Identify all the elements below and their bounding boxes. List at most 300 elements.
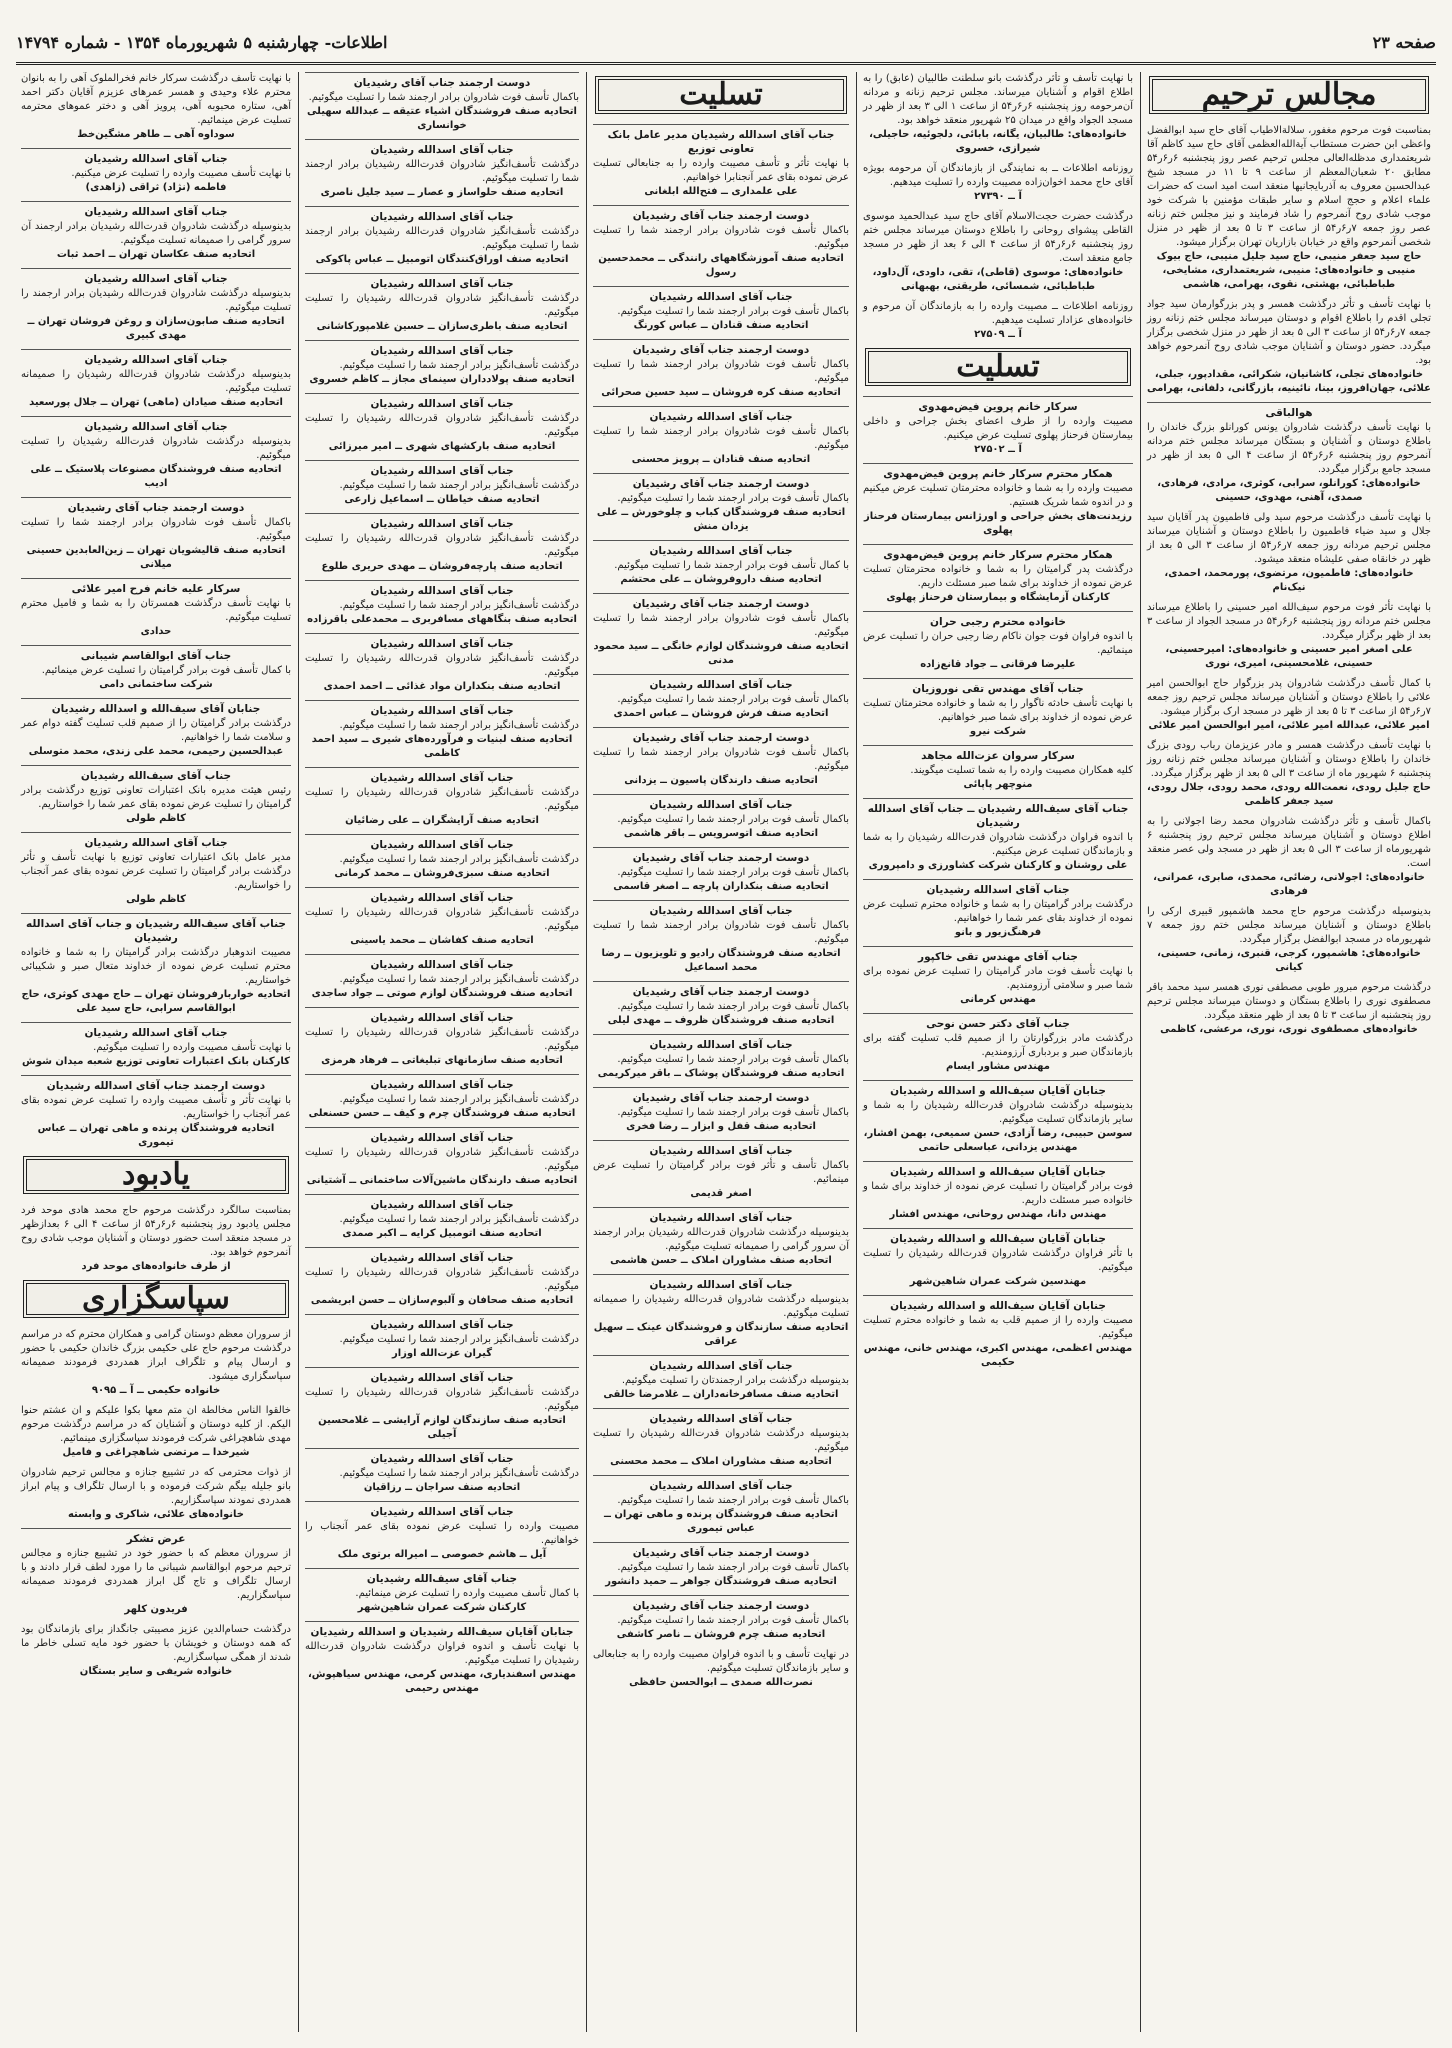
notice-signature: کارکنان آزمایشگاه و بیمارستان فرحناز پهلوی xyxy=(886,592,1110,603)
notice-title: جناب آقای اسدالله رشیدیان xyxy=(593,1207,849,1225)
notice-title: جناب آقای اسدالله رشیدیان xyxy=(305,1194,579,1212)
notice-title: جناب آقای اسدالله رشیدیان xyxy=(305,1501,579,1519)
notice-signature: خانواده‌های: فاطمیون، مرتضوی، پورمحمد، احمدی، نیک‌نام xyxy=(1164,568,1414,593)
notice-title: هوالباقی xyxy=(1147,402,1431,420)
notice-body: با نهایت تأثر فوت مرحوم سیف‌الله امیر حسینی را باطلاع میرساند مجلس ختم مردانه روز پنجشنبه ۶ر۶ر۵۴ در مسجد الجواد از ساعت ۳ بعد از ظهر برگزار میگردد. xyxy=(1147,602,1431,641)
notice-signature: اتحادیه صنف مسافرخانه‌داران ــ غلامرضا خالقی xyxy=(603,1389,839,1400)
notice-signature: اتحادیه فروشندگان پرنده و ماهی تهران ــ عباس تیموری xyxy=(37,1123,275,1148)
notice-title: جناب آقای اسدالله رشیدیان xyxy=(593,1140,849,1158)
notice-signature: اتحادیه صنف فروشندگان پوشاک ــ باقر میرکریمی xyxy=(597,1068,845,1079)
notice-entry xyxy=(593,124,849,199)
notice-entry xyxy=(21,72,291,142)
notice-body: در نهایت تأسف و با اندوه فراوان مصیبت وارده را به جنابعالی و سایر بازماندگان تسلیت میگوئیم. xyxy=(593,1649,849,1674)
notice-signature: اتحادیه صنف اوراق‌کنندگان اتومبیل ــ عباس پاکوکی xyxy=(315,254,569,265)
column-condolences-c xyxy=(300,72,584,2032)
notice-signature: اتحادیه صنف فروشندگان لوازم خانگی ــ سید محمود مدنی xyxy=(593,641,849,666)
notice-signature: خانواده‌های: هاشمپور، کرجی، قنبری، زمانی، حسینی، کیانی xyxy=(1157,948,1421,973)
section-banner: یادبود xyxy=(23,1156,289,1194)
notice-entry xyxy=(863,1080,1133,1155)
notice-entry xyxy=(863,544,1133,605)
notice-title: جناب آقای اسدالله رشیدیان xyxy=(593,540,849,558)
notice-body: مصیبت اندوهبار درگذشت برادر گرامیتان را به شما و خانواده محترم تسلیت عرض نموده از خداوند متعال صبر و شکیبائی خواستاریم. xyxy=(21,947,291,986)
notice-signature: اتحادیه صنف فروشندگان لوازم صوتی ــ جواد ساجدی xyxy=(311,988,573,999)
notice-body: باکمال تأسف فوت شادروان برادر ارجمند شما را تسلیت میگوئیم. xyxy=(593,426,849,451)
notice-body: با نهایت تأسف مصیبت وارده را تسلیت میگوئیم. xyxy=(93,1042,291,1053)
notice-title: سرکار سروان عزت‌الله مجاهد xyxy=(863,745,1133,763)
notice-title: جناب آقای اسدالله رشیدیان xyxy=(305,700,579,718)
notice-body: با نهایت تأسف درگذشت شادروان یونس کورانلو بزرگ خاندان را باطلاع دوستان و آشنایان و بستگان میرساند مجلس ختم مردانه آنمرحوم روز پنجشنبه ۶ر۶ر۵۴ از ساعت ۴ الی ۵ بعد از ظهر در مسجد جامع برگزار میگردد. xyxy=(1147,422,1431,475)
notice-title: جناب آقای اسدالله رشیدیان xyxy=(305,580,579,598)
notice-title: عرض تشکر xyxy=(21,1528,291,1546)
notice-title: جناب آقای اسدالله رشیدیان مدیر عامل بانک تعاونی توزیع xyxy=(593,124,849,156)
notice-body: بدینوسیله درگذشت شادروان قدرت‌الله رشیدیان را صمیمانه تسلیت میگوئیم. xyxy=(21,369,291,394)
notice-body: باکمال تأسف فوت برادر ارجمند شما را تسلیت میگوئیم. xyxy=(617,694,849,705)
notice-signature: اتحادیه صنف فروشندگان مصنوعات پلاستیک ــ علی ادیب xyxy=(30,464,282,489)
section-banner: سپاسگزاری xyxy=(23,1280,289,1318)
notice-body: خالقوا الناس مخالطة ان متم معها بکوا علیکم و ان عشتم حنوا الیکم. از کلیه دوستان و آشنایان که در مراسم درگذشت مرحوم مهدی شاهچراغی شرکت فرمودند سپاسگزاری مینمائیم. xyxy=(21,1405,291,1444)
notice-entry xyxy=(305,72,579,133)
notice-signature: مهندس مشاور ایسام xyxy=(946,1061,1050,1072)
notice-body: بدینوسیله درگذشت شادروان قدرت‌الله رشیدیان برادر ارجمند آن سرور گرامی را صمیمانه تسلیت میگوئیم. xyxy=(21,221,291,246)
notice-signature: اتحادیه صنف سراجان ــ رزاقیان xyxy=(363,1482,521,1493)
notice-entry xyxy=(863,745,1133,792)
notice-signature: کاظم طولی xyxy=(126,813,186,824)
notice-body: با نهایت تأثر و تأسف مصیبت وارده را تسلیت عرض نموده بقای عمر آنجناب را خواستاریم. xyxy=(21,1095,291,1120)
notice-signature: اتحادیه صنف فروشندگان ظروف ــ مهدی لیلی xyxy=(607,1015,835,1026)
notice-signature: اتحادیه صنف مشاوران املاک ــ محمد محسنی xyxy=(610,1456,832,1467)
notice-title: جناب آقای سیف‌الله رشیدیان ــ جناب آقای اسدالله رشیدیان xyxy=(863,798,1133,830)
notice-body: درگذشت تأسف‌انگیز برادر ارجمند شما را تسلیت میگوئیم. xyxy=(339,974,579,985)
notice-signature: مهندسین شرکت عمران شاهین‌شهر xyxy=(909,1276,1087,1287)
notice-title: جناب آقای مهندس تقی خاکپور xyxy=(863,946,1133,964)
notice-body: باکمال تأسف فوت برادر ارجمند شما را تسلیت میگوئیم. xyxy=(617,867,849,878)
notice-title: دوست ارجمند جناب آقای اسدالله رشیدیان xyxy=(21,1075,291,1093)
notice-entry xyxy=(21,201,291,262)
notice-entry xyxy=(21,765,291,826)
notice-entry xyxy=(863,300,1133,342)
column-divider xyxy=(856,72,857,2032)
notice-signature: خانواده‌های علائی، شاکری و وابسته xyxy=(67,1509,245,1520)
notice-entry xyxy=(863,1161,1133,1222)
notice-body: بمناسبت فوت مرحوم مغفور، سلالةالاطیاب آقای حاج سید ابوالفضل واعظی ابن حضرت مستطاب آیةالله‌العظمی آقای حاج سید کاظم آقا شریعتمداری مدظله‌العالی مجلس ترحیم عصر روز پنجشنبه ۶ر۶ر۵۴ مطابق ۲۰ شعبان‌المعظم از ساعت ۹ تا ۱۱ در مسجد شیخ عبدالحسین معروف به آذربایجانیها منعقد است امید است که حضرات علماء اعلام و حجج اسلام و سایر طبقات مؤمنین با شرکت خود موجب شادی روح آنمرحوم را شاد فرمایند و نیز مجلس ختم زنانه عصر روز جمعه ۷ر۶ر۵۴ از ساعت ۳ تا ۵ بعد از ظهر در منزل شخصی آنمرحوم واقع در خیابان بازاریان تهران برگزار میشود. xyxy=(1147,125,1432,248)
notice-entry xyxy=(593,1648,849,1690)
notice-entry xyxy=(305,1314,579,1361)
notice-title: جنابان آقایان سیف‌الله و اسدالله رشیدیان xyxy=(863,1161,1133,1179)
notice-body: باکمال تأسف فوت شادروان برادر ارجمند شما را تسلیت میگوئیم. xyxy=(21,517,291,542)
notice-signature: شرکت ساختمانی دامی xyxy=(99,679,213,690)
notice-body: باکمال تأسف فوت برادر ارجمند شما را تسلیت میگوئیم. xyxy=(617,1054,849,1065)
notice-entry xyxy=(305,1127,579,1188)
notice-entry xyxy=(21,416,291,491)
notice-title: جناب آقای مهندس تقی نوروزیان xyxy=(863,678,1133,696)
notice-signature: اتحادیه صنف لبنیات و فرآورده‌های شیری ــ سید احمد کاظمی xyxy=(311,734,573,759)
notice-title: جناب آقای اسدالله رشیدیان xyxy=(305,887,579,905)
notice-signature: اتحادیه صنف فروشندگان کباب و چلوخورش ــ علی یزدان منش xyxy=(596,507,846,532)
notice-signature: اتحادیه صنف صحافان و آلبوم‌سازان ــ حسن ابریشمی xyxy=(310,1295,574,1306)
notice-title: خانواده محترم رجبی حران xyxy=(863,611,1133,629)
notice-body: با نهایت تأسف حادثه ناگوار را به شما و خانواده محترمتان تسلیت عرض نموده از خداوند برای شما صبر خواهانیم. xyxy=(863,698,1133,723)
notice-signature: اتحادیه صنف دارندگان پاسیون ــ یزدانی xyxy=(624,775,818,786)
notice-entry xyxy=(305,633,579,694)
notice-entry xyxy=(305,393,579,454)
notice-title: دوست ارجمند جناب آقای رشیدیان xyxy=(593,339,849,357)
notice-signature: اتحادیه صنف فروشندگان جواهر ــ حمید دانشور xyxy=(605,1576,837,1587)
notice-entry xyxy=(863,879,1133,940)
notice-title: جنابان آقایان سیف‌الله و اسدالله رشیدیان xyxy=(863,1228,1133,1246)
notice-entry xyxy=(21,1404,291,1460)
notice-body: باکمال تأسف فوت شادروان برادر ارجمند شما را تسلیت میگوئیم. xyxy=(593,920,849,945)
column-obituaries xyxy=(1142,72,1436,2032)
notice-signature: فاطمه (نژاد) ثراقی (زاهدی) xyxy=(85,182,227,193)
notice-title: جناب آقای سیف‌الله رشیدیان و جناب آقای اسدالله رشیدیان xyxy=(21,913,291,945)
notice-entry xyxy=(305,887,579,948)
notice-entry xyxy=(21,1528,291,1617)
notice-body: از ذوات محترمی که در تشییع جنازه و مجالس ترحیم شادروان بانو جلیله بیگم شرکت فرموده و با ارسال تلگراف و پیام ابراز همدردی نمودند سپاسگزاریم. xyxy=(21,1467,291,1506)
column-condolences-b xyxy=(588,72,854,2032)
notice-entry xyxy=(305,1194,579,1241)
notice-body: درگذشت تأسف‌انگیز برادر ارجمند شما را تسلیت میگوئیم. xyxy=(339,1334,579,1345)
notice-signature: آیل ــ هاشم خصوصی ــ امیراله برتوی ملک xyxy=(337,1549,547,1560)
notice-entry xyxy=(593,1274,849,1349)
notice-title: جناب آقای اسدالله رشیدیان xyxy=(305,1314,579,1332)
notice-title: جناب آقای اسدالله رشیدیان xyxy=(593,1475,849,1493)
notice-body: درگذشت تأسف‌انگیز برادر ارجمند شما را تسلیت میگوئیم. xyxy=(339,1214,579,1225)
notice-signature: اتحادیه صنف بنکداران مواد غذائی ــ احمد احمدی xyxy=(323,681,561,692)
notice-signature: اتحادیه صنف بارکشهای شهری ــ امیر میرزائی xyxy=(328,441,556,452)
notice-signature: خانواده‌های: طالبیان، یگانه، بابائی، دلجوئیه، حاجیلی، شیرازی، خسروی xyxy=(869,129,1127,154)
notice-entry xyxy=(305,1007,579,1068)
notice-entry xyxy=(21,268,291,343)
notice-body: باکمال تأسف فوت برادر ارجمند شما را تسلیت میگوئیم. xyxy=(617,814,849,825)
notice-signature: اتحادیه صنف باطری‌سازان ــ حسین غلامپورکاشانی xyxy=(316,321,568,332)
notice-entry xyxy=(1147,402,1431,505)
notice-title: دوست ارجمند جناب آقای رشیدیان xyxy=(305,72,579,90)
notice-signature: کارکنان شرکت عمران شاهین‌شهر xyxy=(357,1602,527,1613)
notice-signature: عبدالحسین رحیمی، محمد علی زندی، محمد متوسلی xyxy=(28,746,284,757)
notice-signature: اتحادیه صنف اتومبیل کرایه ــ اکبر صمدی xyxy=(342,1228,542,1239)
notice-body: درگذشت تأسف‌انگیز شادروان قدرت‌الله رشیدیان را تسلیت میگوئیم. xyxy=(305,1027,579,1052)
notice-signature: کاظم طولی xyxy=(126,894,186,905)
notice-body: بدینوسیله درگذشت برادر ارجمندتان را تسلیت میگوئیم. xyxy=(621,1375,849,1386)
notice-body: با نهایت تأثر و تأسف مصیبت وارده را به جنابعالی تسلیت عرض نموده بقای عمر آنجنابرا خواهانیم. xyxy=(593,158,849,183)
notice-body: بدینوسیله درگذشت شادروان قدرت‌الله رشیدیان را صمیمانه تسلیت میگوئیم. xyxy=(593,1294,849,1319)
notice-body: باکمال تأسف فوت برادر ارجمند شما را تسلیت میگوئیم. xyxy=(617,1001,849,1012)
notice-title: جناب آقای اسدالله رشیدیان xyxy=(305,139,579,157)
notice-body: مصیبت وارده را تسلیت عرض نموده بقای عمر آنجناب را خواهانیم. xyxy=(305,1521,579,1546)
notice-title: جنابان آقایان سیف‌الله و اسدالله رشیدیان xyxy=(863,1080,1133,1098)
notice-title: جناب آقای ابوالقاسم شیبانی xyxy=(21,645,291,663)
notice-entry xyxy=(593,847,849,894)
notice-entry xyxy=(1147,739,1431,809)
notice-signature: اتحادیه صنف فرش فروشان ــ عباس احمدی xyxy=(613,708,829,719)
notice-title: جناب آقای اسدالله رشیدیان xyxy=(593,794,849,812)
notice-entry xyxy=(21,578,291,639)
notice-entry xyxy=(305,513,579,574)
notice-title: دوست ارجمند جناب آقای رشیدیان xyxy=(593,727,849,745)
notice-signature: خانواده‌های: کورانلو، سرابی، کوثری، مرادی، فرهادی، صمدی، آهنی، مهدوی، حسینی xyxy=(1157,478,1421,503)
notice-title: جناب آقای اسدالله رشیدیان xyxy=(593,1355,849,1373)
notice-signature: امیر علائی، عبدالله امیر علائی، امیر ابوالحسن امیر علائی xyxy=(1148,720,1430,731)
notice-signature: فرهنگ‌زیور و بانو xyxy=(954,927,1042,938)
notice-signature: علی اصغر امیر حسینی و خانواده‌های: امیرحسینی، حسینی، غلامحسینی، امیری، نوری xyxy=(1165,644,1413,669)
notice-signature: سوسن حبیبی، رضا آزادی، حسن سمیعی، بهمن افشار، مهندس یزدانی، عباسعلی حاتمی xyxy=(863,1128,1133,1153)
column-divider xyxy=(586,72,587,2032)
column-condolences-a xyxy=(858,72,1138,2032)
notice-signature: اتحادیه صنف قنادان ــ عباس کورنگ xyxy=(633,320,809,331)
notice-entry xyxy=(21,148,291,195)
notice-entry xyxy=(21,349,291,410)
notice-body: درگذشت تأسف‌انگیز شادروان قدرت‌الله رشیدیان را تسلیت میگوئیم. xyxy=(305,787,579,812)
notice-body: باکمال تأسف فوت شادروان برادر ارجمند شما را تسلیت میگوئیم. xyxy=(593,359,849,384)
notice-entry xyxy=(305,1568,579,1615)
notice-body: باکمال تأسف فوت برادر ارجمند شما را تسلیت میگوئیم. xyxy=(617,306,849,317)
notice-entry xyxy=(593,1408,849,1469)
notice-signature: اتحادیه صنف پارچه‌فروشان ــ مهدی حریری طلوع xyxy=(321,561,563,572)
notice-title: جناب آقای اسدالله رشیدیان xyxy=(593,286,849,304)
notice-entry xyxy=(863,1295,1133,1370)
notice-entry xyxy=(593,900,849,975)
notice-entry xyxy=(1147,981,1431,1037)
notice-body: رئیس هیئت مدیره بانک اعتبارات تعاونی توزیع درگذشت برادر گرامیتان را تسلیت عرض نموده بقای عمر شما را خواستاریم. xyxy=(21,785,291,810)
notice-entry xyxy=(1147,677,1431,733)
notice-title: جناب آقای اسدالله رشیدیان xyxy=(21,832,291,850)
notice-title: جناب آقای اسدالله رشیدیان xyxy=(21,268,291,286)
notice-body: درگذشت پدر گرامیتان را به شما و خانواده محترمتان تسلیت عرض نموده از خداوند برای شما صبر مسئلت داریم. xyxy=(863,564,1133,589)
notice-signature: خانواده شریفی و سایر بستگان xyxy=(79,1666,233,1677)
notice-entry xyxy=(21,832,291,907)
notice-body: درگذشت تأسف‌انگیز برادر ارجمند شما را تسلیت میگوئیم. xyxy=(339,854,579,865)
notice-title: سرکار خانم پروین فیض‌مهدوی xyxy=(863,396,1133,414)
notice-signature: اتحادیه صنف قالیشویان تهران ــ زین‌العابدین حسینی میلانی xyxy=(26,545,286,570)
notice-body: درگذشت حسام‌الدین عزیز مصیبتی جانگداز برای بازماندگان بود که همه دوستان و خویشان با حضور خود مایه تسلی خاطر ما شدند از همگی سپاسگزاریم. xyxy=(21,1624,291,1663)
notice-body: درگذشت مرحوم مبرور طوبی مصطفی نوری همسر سید محمد باقر مصطفوی نوری را باطلاع بستگان و دوستان میرساند مجلس ترحیم روز پنجشنبه از ساعت ۳ تا ۵ بعد از ظهر منعقد میگردد. xyxy=(1147,982,1431,1021)
notice-body: بدینوسیله درگذشت شادروان قدرت‌الله رشیدیان برادر ارجمند را تسلیت میگوئیم. xyxy=(21,288,291,313)
notice-signature: خانواده حکیمی ــ آ ــ ۹۰۹۵ xyxy=(91,1385,221,1396)
notice-signature: علیرضا فرقانی ــ جواد قانع‌زاده xyxy=(920,659,1076,670)
notice-body: درگذشت تأسف‌انگیز شادروان قدرت‌الله رشیدیان را تسلیت میگوئیم. xyxy=(305,653,579,678)
notice-title: جناب آقای اسدالله رشیدیان xyxy=(593,674,849,692)
notice-entry xyxy=(305,580,579,627)
notice-title: جنابان آقای سیف‌الله و اسدالله رشیدیان xyxy=(21,698,291,716)
notice-signature: اتحادیه صنف مشاوران املاک ــ حسن هاشمی xyxy=(610,1255,832,1266)
notice-title: جناب آقای اسدالله رشیدیان xyxy=(593,1274,849,1292)
page-header xyxy=(16,30,1436,54)
notice-entry xyxy=(305,834,579,881)
notice-signature: اتحادیه صنف داروفروشان ــ علی محتشم xyxy=(620,574,822,585)
notice-title: همکار محترم سرکار خانم پروین فیض‌مهدوی xyxy=(863,463,1133,481)
notice-body: با کمال تأسف فوت برادر گرامیتان را تسلیت عرض مینمائیم. xyxy=(41,665,291,676)
notice-signature: اتحادیه صنف بنکداران پارچه ــ اصغر قاسمی xyxy=(613,881,829,892)
notice-title: جناب آقای اسدالله رشیدیان xyxy=(305,1074,579,1092)
notice-signature: اتحادیه صنف فروشندگان رادیو و تلویزیون ــ رضا محمد اسماعیل xyxy=(601,948,841,973)
notice-signature: اتحادیه صنف حلواساز و عصار ــ سید جلیل ناصری xyxy=(320,187,564,198)
notice-title: جناب آقای اسدالله رشیدیان xyxy=(305,460,579,478)
notice-entry xyxy=(21,645,291,692)
notice-entry xyxy=(1147,815,1431,899)
notice-entry xyxy=(21,1204,291,1274)
notice-entry xyxy=(1147,298,1431,396)
notice-signature: اتحادیه صنف قفل و ابزار ــ رضا فخری xyxy=(626,1121,816,1132)
notice-body: مصیبت وارده را از طرف اعضای بخش جراحی و داخلی بیمارستان فرحناز پهلوی تسلیت عرض میکنیم. xyxy=(863,416,1133,441)
notice-entry xyxy=(593,981,849,1028)
notice-body: مصیبت وارده را به شما و خانواده محترمتان تسلیت عرض میکنیم و در اندوه شما شریک هستیم. xyxy=(863,483,1133,508)
notice-title: جناب آقای اسدالله رشیدیان xyxy=(305,206,579,224)
notice-signature: اتحادیه صنف سازمانهای تبلیغاتی ــ فرهاد هرمزی xyxy=(321,1055,563,1066)
notice-entry xyxy=(305,1074,579,1121)
notice-signature: اتحادیه صنف صیادان (ماهی) تهران ــ جلال پورسعید xyxy=(29,397,283,408)
notice-signature: علی روشنان و کارکنان شرکت کشاورزی و دامپروری xyxy=(868,860,1128,871)
notice-body: درگذشت تأسف‌انگیز برادر ارجمند شما را تسلیت میگوئیم. xyxy=(339,360,579,371)
notice-signature: اتحادیه صنف فروشندگان اشیاء عتیقه ــ عبدالله سهیلی خوانساری xyxy=(307,106,577,131)
notice-title: جناب آقای اسدالله رشیدیان xyxy=(305,1367,579,1385)
notice-entry xyxy=(305,340,579,387)
notice-entry xyxy=(593,794,849,841)
notice-body: با نهایت تأسف و تأثر درگذشت بانو سلطنت طالبیان (عابق) را به اطلاع اقوام و آشنایان میرساند. مجلس ترحیم زنانه و مردانه آن‌مرحومه روز پنجشنبه ۶ر۶ر۵۴ از ساعت ۱ الی ۳ بعد از ظهر در مسجد الجواد واقع در میدان ۲۵ شهریور منعقد خواهد بود. xyxy=(863,73,1133,126)
notice-title: دوست ارجمند جناب آقای رشیدیان xyxy=(593,981,849,999)
notice-signature: حاج سید جعفر منیبی، حاج سید جلیل منیبی، حاج بیوک منیبی و خانواده‌های: منیبی، شریعتمداری، مشایخی، طباطبائی، بهشتی، نقوی، بهرامی، هاشمی xyxy=(1156,251,1422,290)
notice-title: دوست ارجمند جناب آقای رشیدیان xyxy=(593,205,849,223)
notice-title: جناب آقای اسدالله رشیدیان xyxy=(593,900,849,918)
notice-entry xyxy=(305,139,579,200)
notice-body: درگذشت تأسف‌انگیز برادر ارجمند شما را تسلیت میگوئیم. xyxy=(339,480,579,491)
notice-signature: اتحادیه صنف آموزشگاههای رانندگی ــ محمدحسین رسول xyxy=(598,253,844,278)
notice-signature: اتحادیه صنف خیاطان ــ اسماعیل زارعی xyxy=(344,494,540,505)
notice-signature: مهندس کرمانی xyxy=(960,994,1036,1005)
notice-body: با نهایت تأسف درگذشت سرکار خانم فخرالملوک آهی را به بانوان محترم علاء وحیدی و همسر عمرهای عزیزم آقایان دکتر احمد آهی، ستاره محبوبه آهی، پرویز آهی و دختر عموهای محترمه تسلیت عرض مینمائیم. xyxy=(21,73,291,126)
notice-entry xyxy=(863,678,1133,739)
notice-signature: خانواده‌های: موسوی (قاطی)، تقی، داودی، آل‌داود، طباطبائی، شمسائی، طریقتی، بهبهانی xyxy=(872,267,1124,292)
notice-body: درگذشت تأسف‌انگیز شادروان قدرت‌الله رشیدیان برادر ارجمند شما را تسلیت میگوئیم. xyxy=(305,226,579,251)
notice-entry xyxy=(593,1542,849,1589)
notice-body: باکمال تأسف و تأثر فوت برادر گرامیتان را تسلیت عرض مینمائیم. xyxy=(593,1160,849,1185)
notice-entry xyxy=(593,1475,849,1536)
notice-signature: آ ــ ۲۷۵۰۹ xyxy=(974,329,1022,340)
notice-body: بدینوسیله درگذشت مرحوم حاج محمد هاشمپور قبیری ارکی را باطلاع دوستان و آشنایان میرساند مجلس ختم روز جمعه ۷ شهریورماه در مسجد ابوالفضل برگزار میگردد. xyxy=(1147,906,1431,945)
notice-entry xyxy=(305,700,579,761)
notice-title: همکار محترم سرکار خانم پروین فیض‌مهدوی xyxy=(863,544,1133,562)
notice-entry xyxy=(305,1367,579,1442)
notice-signature: اتحادیه صنف سبزی‌فروشان ــ محمد کرمانی xyxy=(334,868,550,879)
notice-title: جناب آقای اسدالله رشیدیان xyxy=(863,879,1133,897)
notice-body: درگذشت برادر گرامیتان را از صمیم قلب تسلیت گفته دوام عمر و سلامت شما را خواهانیم. xyxy=(21,718,291,743)
notice-entry xyxy=(863,946,1133,1007)
notice-signature: اتحادیه صنف کفاشان ــ محمد یاسینی xyxy=(350,935,534,946)
notice-signature: مهندس دانا، مهندس روحانی، مهندس افشار xyxy=(889,1209,1107,1220)
notice-signature: خانواده‌های مصطفوی نوری، نوری، مرعشی، کاظمی xyxy=(1160,1024,1418,1035)
notice-entry xyxy=(593,1140,849,1201)
notice-entry xyxy=(863,72,1133,156)
notice-signature: نصرت‌الله صمدی ــ ابوالحسن حافظی xyxy=(629,1677,813,1688)
notice-body: روزنامه اطلاعات ــ مصیبت وارده را به بازماندگان آن مرحوم و خانواده‌های عزادار تسلیت میدهیم. xyxy=(863,301,1133,326)
notice-signature: خانواده‌های تجلی، کاشانیان، شکرائی، مقدادپور، جبلی، علائی، جهان‌افروز، بینا، نائینیه، بازرگانی، دلفانی، بهرامی xyxy=(1147,369,1431,394)
notice-body: درگذشت تأسف‌انگیز برادر ارجمند شما را تسلیت میگوئیم. xyxy=(339,600,579,611)
notice-entry xyxy=(21,1328,291,1398)
notice-entry xyxy=(863,1228,1133,1289)
notice-body: باکمال تأسف و تأثر درگذشت شادروان محمد رضا اجولانی را به اطلاع دوستان و آشنایان میرساند مجلس ترحیم روز پنجشنبه ۶ شهریورماه از ساعت ۳ الی ۵ بعد از ظهر در مسجد ولی عصر منعقد است. xyxy=(1147,816,1431,869)
notice-title: جناب آقای سیف‌الله رشیدیان xyxy=(305,1568,579,1586)
notice-body: با نهایت تأسف فوت مادر گرامیتان را تسلیت عرض نموده برای شما صبر و سلامتی آرزومندیم. xyxy=(863,966,1133,991)
notice-body: باکمال تأسف فوت شادروان برادر ارجمند شما را تسلیت میگوئیم. xyxy=(593,747,849,772)
notice-entry xyxy=(305,1247,579,1308)
notice-entry xyxy=(305,1621,579,1696)
notice-body: درگذشت تأسف‌انگیز شادروان قدرت‌الله رشیدیان را تسلیت میگوئیم. xyxy=(305,293,579,318)
notice-title: دوست ارجمند جناب آقای رشیدیان xyxy=(593,1595,849,1613)
notice-title: دوست ارجمند جناب آقای رشیدیان xyxy=(593,593,849,611)
notice-entry xyxy=(863,210,1133,294)
notice-body: با نهایت تأسف و تأثر درگذشت همسر و پدر بزرگوارمان سید جواد تجلی اقدم را باطلاع اقوام و دوستان میرساند مجلس ختم زنانه روز جمعه ۷ر۶ر۵۴ از ساعت ۳ الی ۵ بعد از ظهر در منزل شخصی برگزار میگردد. حضور دوستان و آشنایان موجب شادی روح آنمرحوم خواهد بود. xyxy=(1147,299,1431,366)
section-banner: تسلیت xyxy=(865,348,1131,386)
issue-line: اطلاعات- چهارشنبه ۵ شهریورماه ۱۳۵۴ - شماره ۱۴۷۹۴ xyxy=(16,32,388,52)
notice-signature: اتحادیه صنف بنگاههای مسافربری ــ محمدعلی باقرزاده xyxy=(307,614,577,625)
notice-signature: آ ــ ۲۷۳۹۰ xyxy=(974,191,1022,202)
notice-body: درگذشت تأسف‌انگیز شادروان قدرت‌الله رشیدیان را تسلیت میگوئیم. xyxy=(305,907,579,932)
notice-entry xyxy=(593,540,849,587)
notice-body: درگذشت تأسف‌انگیز شادروان قدرت‌الله رشیدیان را تسلیت میگوئیم. xyxy=(305,1147,579,1172)
notice-signature: اتحادیه صنف اتوسرویس ــ باقر هاشمی xyxy=(623,828,819,839)
notice-body: با اندوه فراوان درگذشت شادروان قدرت‌الله رشیدیان را به شما و بازماندگان تسلیت عرض میکنیم. xyxy=(863,832,1133,857)
notice-title: جناب آقای اسدالله رشیدیان xyxy=(305,1127,579,1145)
notice-title: جناب آقای اسدالله رشیدیان xyxy=(305,1247,579,1265)
notice-entry xyxy=(1147,511,1431,595)
notice-signature: علی علمداری ــ فتح‌الله ابلغانی xyxy=(644,186,798,197)
notice-signature: اتحادیه صنف صابون‌سازان و روغن فروشان تهران ــ مهدی کبیری xyxy=(27,316,285,341)
notice-signature: رزیدنت‌های بخش جراحی و اورژانس بیمارستان فرحناز پهلوی xyxy=(864,511,1132,536)
notice-entry xyxy=(863,162,1133,204)
notice-entry xyxy=(21,497,291,572)
notice-entry xyxy=(305,460,579,507)
notice-signature: آ ــ ۲۷۵۰۲ xyxy=(974,444,1022,455)
notice-entry xyxy=(305,767,579,828)
section-banner: مجالس ترحیم xyxy=(1149,76,1429,114)
notice-body: باکمال تأسف فوت شادروان برادر ارجمند شما را تسلیت میگوئیم. xyxy=(308,92,579,103)
notice-entry xyxy=(305,954,579,1001)
notice-signature: حاج جلیل رودی، نعمت‌الله رودی، محمد رودی، جلال رودی، سید جعفر کاظمی xyxy=(1147,782,1431,807)
notice-entry xyxy=(593,1207,849,1268)
notice-entry xyxy=(863,1013,1133,1074)
notice-entry xyxy=(21,1022,291,1069)
notice-title: جناب آقای اسدالله رشیدیان xyxy=(21,1022,291,1040)
notice-signature: اتحادیه صنف فروشندگان پرنده و ماهی تهران ــ عباس تیموری xyxy=(604,1509,838,1534)
notice-signature: مهندس اسفندیاری، مهندس کرمی، مهندس سیاهپوش، مهندس رحیمی xyxy=(307,1669,576,1694)
notice-body: بدینوسیله درگذشت شادروان قدرت‌الله رشیدیان را به شما و سایر بازماندگان تسلیت میگوئیم. xyxy=(863,1100,1133,1125)
notice-entry xyxy=(21,1075,291,1150)
notice-entry xyxy=(593,286,849,333)
notice-title: جنابان آقایان سیف‌الله و اسدالله رشیدیان xyxy=(863,1295,1133,1313)
notice-body: درگذشت تأسف‌انگیز برادر ارجمند شما را تسلیت میگوئیم. xyxy=(339,720,579,731)
notice-title: جناب آقای اسدالله رشیدیان xyxy=(305,767,579,785)
notice-title: جناب آقای اسدالله رشیدیان xyxy=(21,201,291,219)
notice-signature: اتحادیه صنف پولادداران سینمای مجاز ــ کاظم خسروی xyxy=(309,374,575,385)
notice-entry xyxy=(863,396,1133,457)
notice-entry xyxy=(305,1501,579,1562)
notice-body: از سروران معظم دوستان گرامی و همکاران محترم که در مراسم درگذشت مرحوم حاج علی حکیمی بزرگ خاندان حکیمی با حضور و ارسال پیام و تلگراف ابراز همدردی فرمودند صمیمانه سپاسگزاری میشود. xyxy=(21,1329,291,1382)
notice-entry xyxy=(593,339,849,400)
notice-entry xyxy=(593,205,849,280)
notice-signature: اتحادیه صنف سازندگان و فروشندگان عینک ــ سهیل عراقی xyxy=(593,1322,849,1347)
notice-body: درگذشت تأسف‌انگیز شادروان قدرت‌الله رشیدیان را تسلیت میگوئیم. xyxy=(305,1267,579,1292)
notice-signature: کارکنان بانک اعتبارات تعاونی توزیع شعبه میدان شوش xyxy=(22,1056,290,1067)
notice-title: دوست ارجمند جناب آقای رشیدیان xyxy=(593,473,849,491)
notice-title: دوست ارجمند جناب آقای رشیدیان xyxy=(593,1542,849,1560)
notice-title: جناب آقای اسدالله رشیدیان xyxy=(305,1007,579,1025)
page-number: صفحه ۲۳ xyxy=(1372,32,1436,52)
notice-body: بمناسبت سالگرد درگذشت مرحوم حاج محمد هادی موحد فرد مجلس یادبود روز پنجشنبه ۶ر۶ر۵۴ از ساعت ۴ الی ۶ بعدازظهر در مسجد منعقد است حضور دوستان و آشنایان موجب شادی روح آنمرحوم خواهد بود. xyxy=(21,1205,291,1258)
notice-body: درگذشت حضرت حجت‌الاسلام آقای حاج سید عبدالحمید موسوی القاطی پیشوای روحانی را باطلاع دوستان میرساند مجلس ختم روز پنجشنبه ۶ر۶ر۵۴ از ساعت ۴ الی ۶ بعد از ظهر در مسجد جامع منعقد است. xyxy=(863,211,1133,264)
notice-body: با کمال تأسف فوت برادر ارجمند شما را تسلیت میگوئیم. xyxy=(614,560,849,571)
notice-title: جناب آقای اسدالله رشیدیان xyxy=(305,633,579,651)
notice-body: درگذشت برادر گرامیتان را به شما و خانواده محترم تسلیت عرض نموده از خداوند بقای عمر شما را خواهانیم. xyxy=(863,899,1133,924)
notice-entry xyxy=(593,674,849,721)
